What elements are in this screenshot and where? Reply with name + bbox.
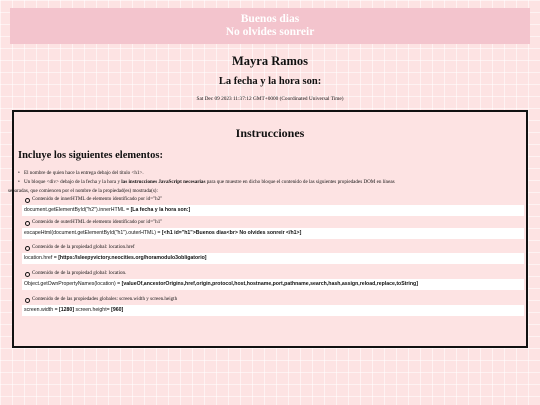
date-label: La fecha y la hora son:: [218, 76, 322, 87]
code-result: [<h1 id="h1">Buenos dias<br> No olvides sonreir </h1>]: [161, 230, 302, 236]
code-result: [La fecha y la hora son:]: [130, 207, 191, 213]
author-name: Mayra Ramos: [231, 54, 309, 68]
bullet-text-post: para que muestre en dicho bloque el contenido de las siguientes propiedades DOM en líneas: [205, 179, 395, 185]
property-item-screen: [22, 295, 524, 316]
code-result: [valueOf,ancestorOrigins,href,origin,protocol,host,hostname,port,pathname,search,hash,assign,reload,replace,toString]: [121, 281, 418, 287]
instructions-list: [8, 169, 516, 196]
code-expression: screen.width =: [24, 307, 60, 313]
property-output: [22, 228, 524, 239]
property-output: [22, 205, 524, 216]
property-output: [22, 279, 524, 290]
property-item-innerhtml: [22, 195, 524, 216]
property-label: Contenido de outerHTML de elemento identificado por id="h1": [22, 218, 524, 227]
code-expression: escapeHtml(document.getElementById("h1").outerHTML) =: [24, 230, 162, 236]
greeting-subline: No olvides sonreir: [225, 26, 315, 38]
code-expression: Object.getOwnPropertyNames(location) =: [24, 281, 122, 287]
instructions-panel: [8, 110, 528, 348]
property-item-location-href: [22, 243, 524, 264]
property-output: [22, 253, 524, 264]
list-item: [24, 169, 516, 178]
bullet-text-continuation: separadas, que comiencen por el nombre de la propiedad(es) mostrada(s):: [8, 188, 158, 194]
current-datetime: Sat Dec 09 2023 11:37:12 GMT+0000 (Coordinated Universal Time): [196, 96, 344, 102]
property-item-location: [22, 269, 524, 290]
bullet-text: El nombre de quien hace la entrega debajo del título <h1>.: [24, 170, 144, 176]
bullet-text-pre: Un bloque <div> debajo de la fecha y la hora y: [24, 179, 122, 185]
code-result-2: [960]: [111, 307, 124, 313]
greeting-line: Buenos dias: [240, 13, 300, 25]
list-item: [24, 178, 516, 187]
property-label: Contenido de de la propiedad global: location.href: [22, 243, 524, 252]
code-result: [https://sleepyvictory.neocities.org/horamodulo3obligatorio]: [58, 255, 207, 261]
property-item-outerhtml: [22, 218, 524, 239]
instructions-subtitle: Incluye los siguientes elementos:: [18, 150, 163, 161]
property-label: Contenido de de las propiedades globales: screen.width y screen.heigth: [22, 295, 524, 304]
property-label: Contenido de innerHTML de elemento identificado por id="h2": [22, 195, 524, 204]
code-expression-2: screen.height=: [74, 307, 112, 313]
code-expression: location.href =: [24, 255, 59, 261]
instructions-title: Instrucciones: [235, 126, 305, 140]
code-result: [1280]: [59, 307, 75, 313]
page-header-banner: [10, 8, 530, 44]
bullet-text-bold: las instrucciones JavaScript necesarias: [121, 179, 206, 185]
code-expression: document.getElementById("h2").innerHTML =: [24, 207, 131, 213]
property-output: [22, 305, 524, 316]
property-label: Contenido de de la propiedad global: location.: [22, 269, 524, 278]
